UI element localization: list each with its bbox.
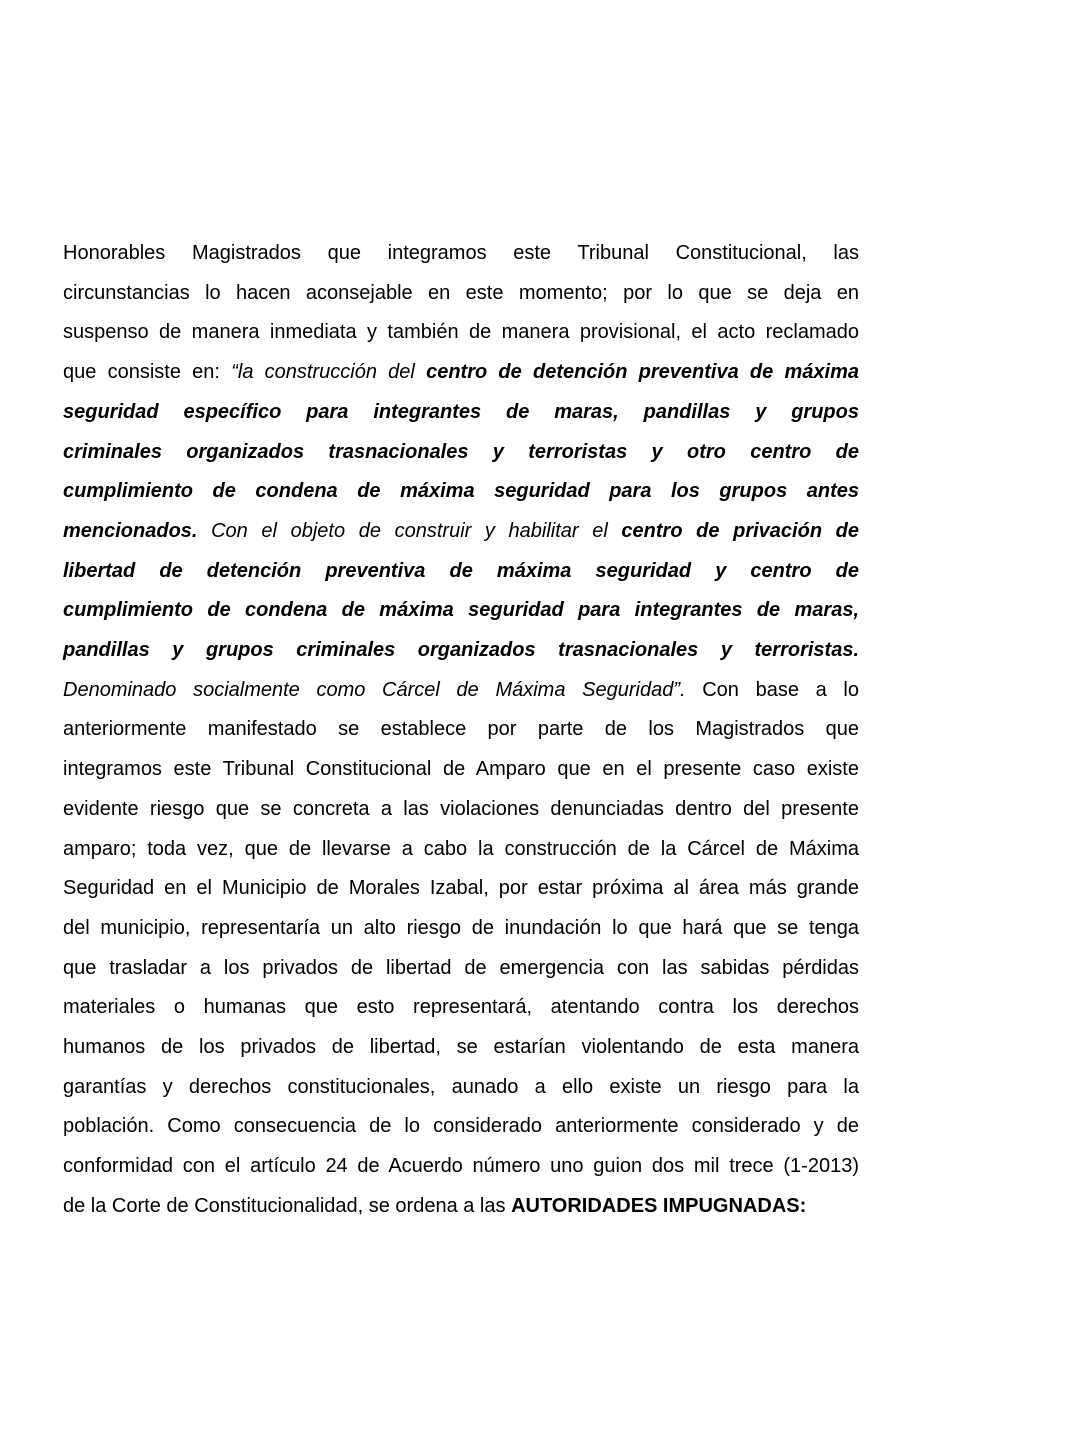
- text-segment-regular: suspenso de manera inmediata y también de manera provisional, el acto reclamado: [63, 321, 859, 344]
- text-segment-bolditalic: criminales organizados trasnacionales y terroristas y otro centro de: [63, 440, 859, 463]
- text-line: [63, 353, 859, 393]
- text-segment-italic: Con el objeto de construir y habilitar el: [211, 519, 622, 542]
- text-segment-bolditalic: seguridad específico para integrantes de maras, pandillas y grupos: [63, 400, 859, 423]
- text-line: [63, 750, 859, 790]
- text-segment-bolditalic: pandillas y grupos criminales organizados trasnacionales y terroristas.: [63, 639, 859, 662]
- text-line: [63, 393, 859, 433]
- text-line: [63, 313, 859, 353]
- text-segment-regular: Honorables Magistrados que integramos este Tribunal Constitucional, las: [63, 242, 859, 264]
- text-segment-regular: Con base a lo: [702, 678, 859, 701]
- text-line: [63, 830, 859, 870]
- text-segment-bolditalic: cumplimiento de condena de máxima seguridad para los grupos antes: [63, 480, 859, 503]
- text-line: [63, 790, 859, 830]
- text-line: [63, 869, 859, 909]
- text-segment-bold: AUTORIDADES IMPUGNADAS:: [511, 1194, 807, 1217]
- text-line: [63, 274, 859, 314]
- text-line: [63, 552, 859, 592]
- text-segment-bolditalic: libertad de detención preventiva de máxima seguridad y centro de: [63, 559, 859, 582]
- text-line: [63, 591, 859, 631]
- text-segment-bolditalic: mencionados.: [63, 519, 212, 542]
- text-line: [63, 1107, 859, 1147]
- text-block: [63, 234, 859, 1227]
- text-line: [63, 1028, 859, 1068]
- text-segment-regular: integramos este Tribunal Constitucional de Amparo que en el presente caso existe: [63, 758, 859, 781]
- text-segment-regular: población. Como consecuencia de lo considerado anteriormente considerado y de: [63, 1115, 859, 1138]
- text-line: [63, 909, 859, 949]
- text-line: [63, 988, 859, 1028]
- text-segment-regular: de la Corte de Constitucionalidad, se ordena a las: [63, 1194, 512, 1217]
- text-segment-regular: del municipio, representaría un alto riesgo de inundación lo que hará que se tenga: [63, 916, 859, 939]
- text-segment-regular: materiales o humanas que esto representará, atentando contra los derechos: [63, 996, 859, 1019]
- text-segment-regular: amparo; toda vez, que de llevarse a cabo la construcción de la Cárcel de Máxima: [63, 837, 859, 860]
- text-segment-regular: humanos de los privados de libertad, se estarían violentando de esta manera: [63, 1036, 859, 1059]
- text-segment-regular: que consiste en:: [63, 361, 232, 384]
- text-segment-regular: Seguridad en el Municipio de Morales Izabal, por estar próxima al área más grande: [63, 877, 859, 900]
- text-segment-regular: garantías y derechos constitucionales, aunado a ello existe un riesgo para la: [63, 1075, 859, 1098]
- text-line: [63, 234, 859, 274]
- text-line: [63, 631, 859, 671]
- text-segment-regular: evidente riesgo que se concreta a las violaciones denunciadas dentro del presente: [63, 797, 859, 820]
- text-segment-italic: Denominado socialmente como Cárcel de Máxima Seguridad”.: [63, 678, 703, 701]
- text-line: [63, 710, 859, 750]
- text-segment-italic: “la construcción del: [231, 361, 427, 384]
- text-segment-regular: conformidad con el artículo 24 de Acuerdo número uno guion dos mil trece (1-2013): [63, 1155, 859, 1178]
- text-line: [63, 512, 859, 552]
- text-segment-bolditalic: cumplimiento de condena de máxima seguridad para integrantes de maras,: [63, 599, 859, 622]
- text-line: [63, 1147, 859, 1187]
- text-line: [63, 1187, 859, 1227]
- text-segment-regular: circunstancias lo hacen aconsejable en este momento; por lo que se deja en: [63, 281, 859, 304]
- text-line: [63, 1068, 859, 1108]
- text-line: [63, 671, 859, 711]
- text-segment-bolditalic: centro de privación de: [621, 519, 860, 542]
- text-segment-bolditalic: centro de detención preventiva de máxima: [426, 361, 859, 384]
- text-line: [63, 433, 859, 473]
- text-segment-regular: anteriormente manifestado se establece por parte de los Magistrados que: [63, 718, 859, 741]
- text-line: [63, 949, 859, 989]
- text-line: [63, 472, 859, 512]
- text-segment-regular: que trasladar a los privados de libertad de emergencia con las sabidas pérdidas: [63, 956, 859, 979]
